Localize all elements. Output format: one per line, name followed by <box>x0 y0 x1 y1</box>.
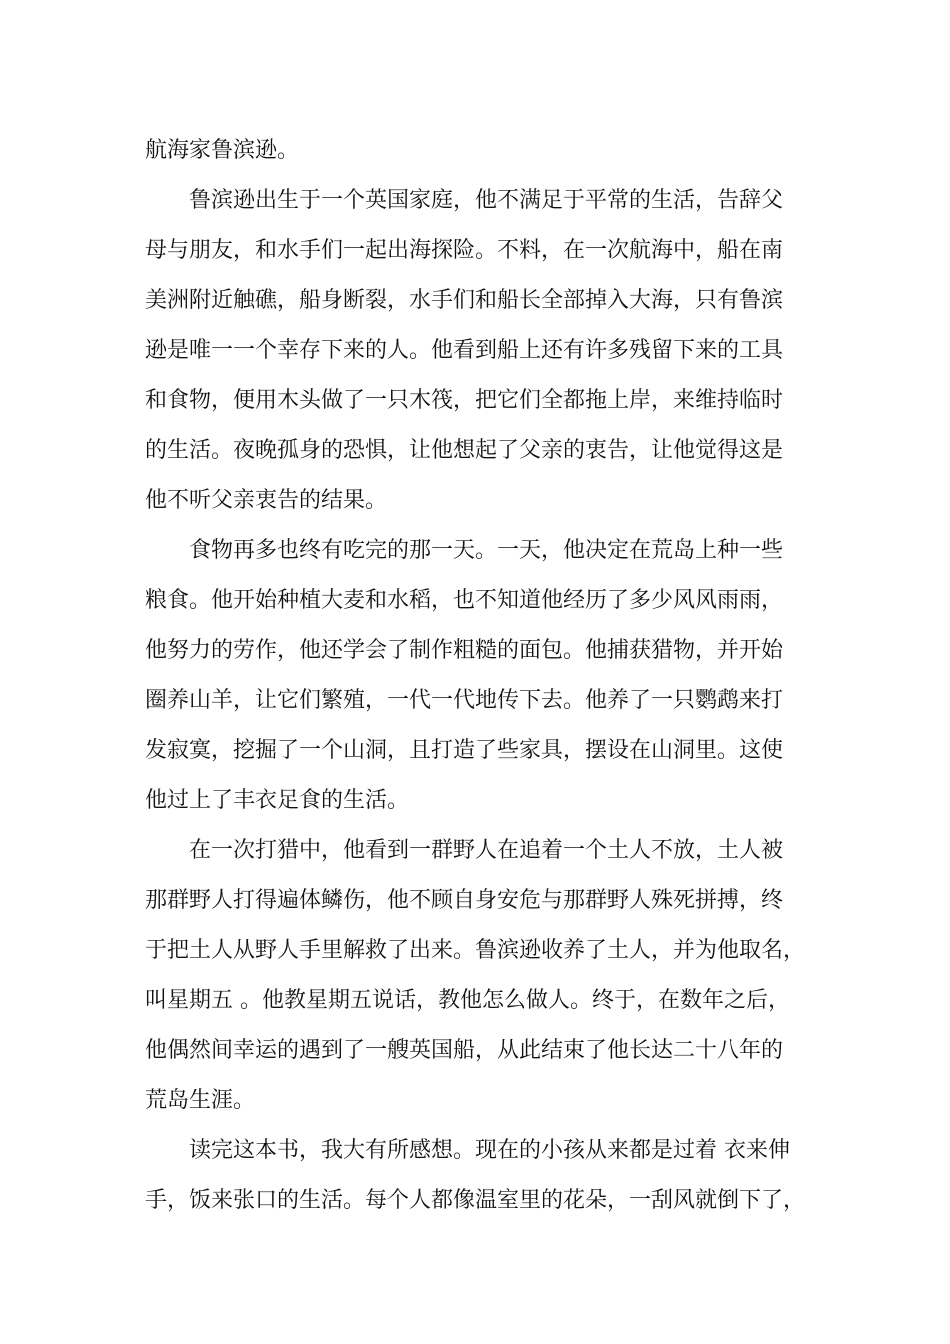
text-line: 粮食。他开始种植大麦和水稻，也不知道他经历了多少风风雨雨， <box>145 588 784 613</box>
text-line: 读完这本书，我大有所感想。现在的小孩从来都是过着 衣来伸 <box>189 1138 790 1163</box>
text-line: 圈养山羊，让它们繁殖，一代一代地传下去。他养了一只鹦鹉来打 <box>145 688 784 713</box>
text-line: 于把土人从野人手里解救了出来。鲁滨逊收养了土人，并为他取名， <box>145 938 806 963</box>
text-line: 鲁滨逊出生于一个英国家庭，他不满足于平常的生活，告辞父 <box>189 188 784 213</box>
body-text <box>145 126 813 1226</box>
text-line: 航海家鲁滨逊。 <box>145 138 300 163</box>
text-line: 荒岛生涯。 <box>145 1088 256 1113</box>
text-line: 他努力的劳作，他还学会了制作粗糙的面包。他捕获猎物，并开始 <box>145 638 784 663</box>
text-line: 在一次打猎中，他看到一群野人在追着一个土人不放，土人被 <box>189 838 784 863</box>
text-line: 手，饭来张口的生活。每个人都像温室里的花朵，一刮风就倒下了， <box>145 1188 806 1213</box>
text-line: 他偶然间幸运的遇到了一艘英国船，从此结束了他长达二十八年的 <box>145 1038 784 1063</box>
text-line: 发寂寞，挖掘了一个山洞，且打造了些家具，摆设在山洞里。这使 <box>145 738 784 763</box>
text-line: 那群野人打得遍体鳞伤，他不顾自身安危与那群野人殊死拼搏，终 <box>145 888 784 913</box>
text-line: 和食物，便用木头做了一只木筏，把它们全都拖上岸，来维持临时 <box>145 388 784 413</box>
text-line: 逊是唯一一个幸存下来的人。他看到船上还有许多残留下来的工具 <box>145 338 784 363</box>
text-line: 食物再多也终有吃完的那一天。一天，他决定在荒岛上种一些 <box>189 538 784 563</box>
text-line: 母与朋友，和水手们一起出海探险。不料，在一次航海中，船在南 <box>145 238 784 263</box>
text-line: 他不听父亲衷告的结果。 <box>145 488 388 513</box>
text-line: 他过上了丰衣足食的生活。 <box>145 788 410 813</box>
text-line: 叫星期五 。他教星期五说话，教他怎么做人。终于，在数年之后， <box>145 988 790 1013</box>
text-line: 的生活。夜晚孤身的恐惧，让他想起了父亲的衷告，让他觉得这是 <box>145 438 784 463</box>
text-line: 美洲附近触礁，船身断裂，水手们和船长全部掉入大海，只有鲁滨 <box>145 288 784 313</box>
